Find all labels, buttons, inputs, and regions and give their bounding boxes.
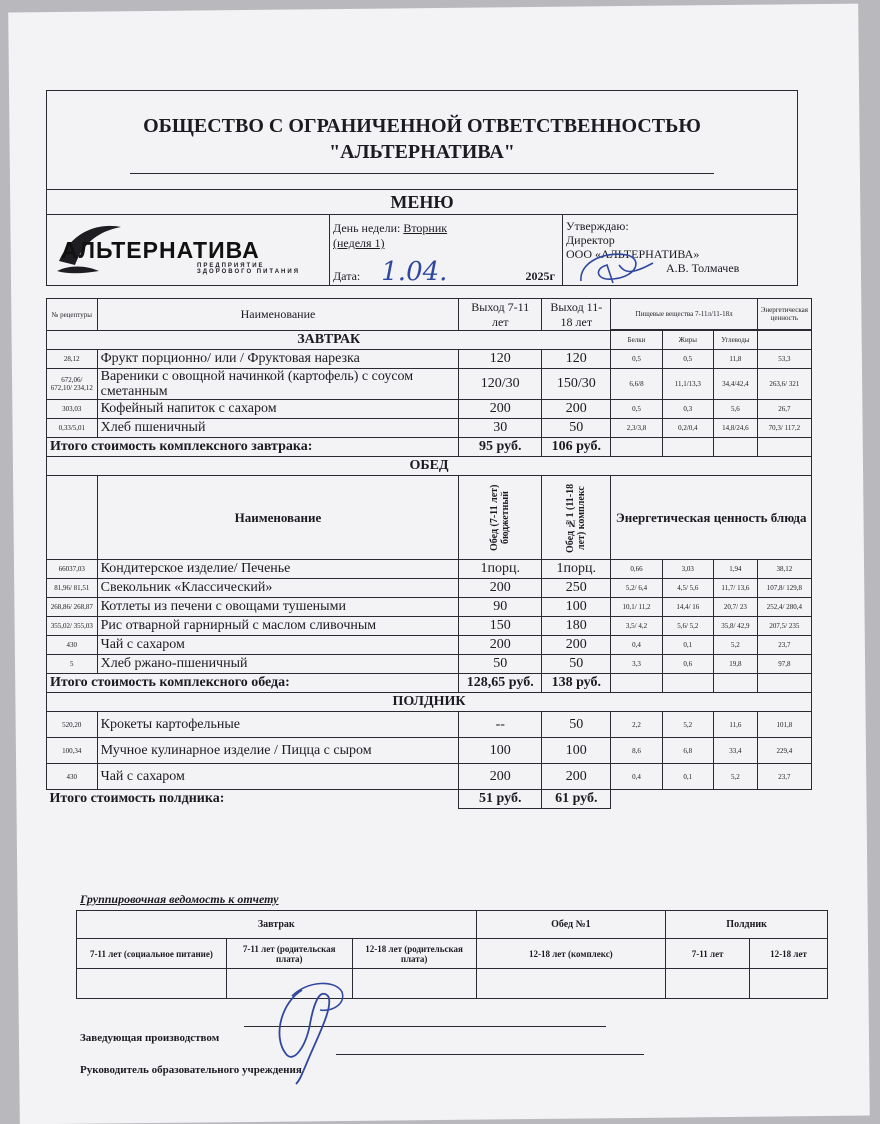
- output-7-11: 100: [459, 738, 542, 764]
- carbs: 1,94: [714, 560, 758, 579]
- grouping-cell: [750, 969, 828, 999]
- grouping-cell: [77, 969, 227, 999]
- company-name-line1: ОБЩЕСТВО С ОГРАНИЧЕННОЙ ОТВЕТСТВЕННОСТЬЮ: [143, 114, 701, 137]
- energy: 53,3: [757, 350, 811, 369]
- carbs: 11,6: [714, 712, 758, 738]
- col-output-7-11-header: Выход 7-11 лет: [459, 299, 542, 331]
- protein: 6,6/8: [611, 369, 662, 400]
- company-logo: [47, 215, 323, 285]
- carbs: 11,8: [714, 350, 758, 369]
- header-table: [46, 90, 798, 286]
- recipe-code: 355,02/ 355,03: [47, 617, 98, 636]
- fat: 14,4/ 16: [662, 598, 713, 617]
- col-protein-header: Белки: [611, 331, 662, 350]
- output-complex: 180: [542, 617, 611, 636]
- col-fat-header: Жиры: [662, 331, 713, 350]
- protein: 0,5: [611, 350, 662, 369]
- protein: 2,2: [611, 712, 662, 738]
- protein: 0,66: [611, 560, 662, 579]
- day-value: Вторник: [403, 221, 448, 235]
- grouping-cell: [476, 969, 666, 999]
- table-row: [47, 738, 812, 764]
- carbs: 14,8/24,6: [714, 419, 758, 438]
- protein: 8,6: [611, 738, 662, 764]
- energy: 107,8/ 129,8: [757, 579, 811, 598]
- breakfast-total-label: Итого стоимость комплексного завтрака:: [47, 438, 459, 457]
- output-7-11: 120: [459, 350, 542, 369]
- dish-name: Котлеты из печени с овощами тушеными: [97, 598, 459, 617]
- output-11-18: 200: [542, 764, 611, 790]
- fat: 6,8: [662, 738, 713, 764]
- energy: 26,7: [757, 400, 811, 419]
- protein: 2,3/3,8: [611, 419, 662, 438]
- output-budget: 200: [459, 579, 542, 598]
- grouping-snack: Полдник: [666, 911, 828, 939]
- day-cell: [330, 215, 563, 286]
- recipe-code: 100,34: [47, 738, 98, 764]
- col-energy-header: Энергетическая ценность: [757, 299, 811, 330]
- company-name-line2: "АЛЬТЕРНАТИВА": [329, 140, 515, 163]
- director-signature-icon: [573, 243, 663, 287]
- dish-name: Мучное кулинарное изделие / Пицца с сыром: [97, 738, 459, 764]
- grouping-s1: 7-11 лет: [666, 939, 750, 969]
- year-label: 2025г: [525, 269, 555, 283]
- table-row: [47, 655, 812, 674]
- output-complex: 200: [542, 636, 611, 655]
- energy: 70,3/ 117,2: [757, 419, 811, 438]
- energy: 23,7: [757, 764, 811, 790]
- output-budget: 50: [459, 655, 542, 674]
- dish-name: Кофейный напиток с сахаром: [97, 400, 459, 419]
- output-complex: 250: [542, 579, 611, 598]
- school-head-label: Руководитель образовательного учреждения: [80, 1064, 302, 1076]
- logo-subtitle: ПРЕДПРИЯТИЕ ЗДОРОВОГО ПИТАНИЯ: [197, 263, 300, 275]
- grouping-b3: 12-18 лет (родительская плата): [352, 939, 476, 969]
- date-label: Дата:: [333, 269, 361, 283]
- table-row: [47, 560, 812, 579]
- energy: 101,8: [757, 712, 811, 738]
- output-budget: 150: [459, 617, 542, 636]
- grouping-l1: 12-18 лет (комплекс): [476, 939, 666, 969]
- output-complex: 50: [542, 655, 611, 674]
- table-row: [47, 369, 812, 400]
- protein: 3,5/ 4,2: [611, 617, 662, 636]
- lunch-col-complex: Обед №1 (11-18 лет) комплекс: [565, 482, 588, 553]
- lunch-col-energy: Энергетическая ценность блюда: [611, 476, 812, 560]
- fat: 0,5: [662, 350, 713, 369]
- dish-name: Хлеб пшеничный: [97, 419, 459, 438]
- breakfast-total-11-18: 106 руб.: [542, 438, 611, 457]
- energy: 207,5/ 235: [757, 617, 811, 636]
- section-breakfast: ЗАВТРАК: [47, 331, 611, 350]
- grouping-title: Группировочная ведомость к отчету: [80, 892, 279, 906]
- output-11-18: 150/30: [542, 369, 611, 400]
- col-code-header: № рецептуры: [47, 299, 98, 331]
- output-complex: 100: [542, 598, 611, 617]
- recipe-code: 303,03: [47, 400, 98, 419]
- recipe-code: 672,06/ 672,10/ 234,12: [47, 369, 98, 400]
- output-11-18: 50: [542, 419, 611, 438]
- company-underline: [130, 173, 714, 174]
- dish-name: Свекольник «Классический»: [97, 579, 459, 598]
- approval-cell: [563, 215, 798, 286]
- snack-total-7-11: 51 руб.: [459, 790, 542, 809]
- table-row: [47, 400, 812, 419]
- carbs: 34,4/42,4: [714, 369, 758, 400]
- col-nutrients-header: Пищевые вещества 7-11л/11-18л: [611, 299, 757, 330]
- carbs: 33,4: [714, 738, 758, 764]
- dish-name: Кондитерское изделие/ Печенье: [97, 560, 459, 579]
- protein: 5,2/ 6,4: [611, 579, 662, 598]
- day-label: День недели:: [333, 221, 401, 235]
- table-row: [47, 350, 812, 369]
- output-11-18: 120: [542, 350, 611, 369]
- fat: 0,1: [662, 636, 713, 655]
- output-7-11: 30: [459, 419, 542, 438]
- company-cell: [47, 91, 798, 190]
- fat: 11,1/13,3: [662, 369, 713, 400]
- dish-name: Хлеб ржано-пшеничный: [97, 655, 459, 674]
- grouping-cell: [666, 969, 750, 999]
- recipe-code: 0,33/5,01: [47, 419, 98, 438]
- table-row: [47, 419, 812, 438]
- week-label: (неделя 1): [333, 236, 385, 250]
- table-row: [47, 712, 812, 738]
- output-7-11: 200: [459, 400, 542, 419]
- recipe-code: 430: [47, 636, 98, 655]
- fat: 0,2/0,4: [662, 419, 713, 438]
- approve-org: ООО «АЛЬТЕРНАТИВА»: [566, 247, 700, 261]
- grouping-lunch: Обед №1: [476, 911, 666, 939]
- snack-total-label: Итого стоимость полдника:: [47, 790, 459, 809]
- recipe-code: 520,20: [47, 712, 98, 738]
- col-name-header: Наименование: [97, 299, 459, 331]
- energy: 38,12: [757, 560, 811, 579]
- logo-word: АЛЬТЕРНАТИВА: [61, 237, 260, 263]
- grouping-s2: 12-18 лет: [750, 939, 828, 969]
- table-row: [47, 636, 812, 655]
- protein: 3,3: [611, 655, 662, 674]
- fat: 5,2: [662, 712, 713, 738]
- table-row: [47, 598, 812, 617]
- section-lunch: ОБЕД: [47, 457, 812, 476]
- output-budget: 1порц.: [459, 560, 542, 579]
- energy: 229,4: [757, 738, 811, 764]
- table-row: [47, 579, 812, 598]
- recipe-code: 430: [47, 764, 98, 790]
- output-11-18: 200: [542, 400, 611, 419]
- dish-name: Рис отварной гарнирный с маслом сливочным: [97, 617, 459, 636]
- recipe-code: 81,96/ 81,51: [47, 579, 98, 598]
- output-11-18: 50: [542, 712, 611, 738]
- dish-name: Чай с сахаром: [97, 636, 459, 655]
- output-7-11: --: [459, 712, 542, 738]
- production-signature-icon: [262, 976, 382, 1086]
- lunch-total-label: Итого стоимость комплексного обеда:: [47, 674, 459, 693]
- recipe-code: 268,86/ 268,87: [47, 598, 98, 617]
- breakfast-total-7-11: 95 руб.: [459, 438, 542, 457]
- output-budget: 200: [459, 636, 542, 655]
- fat: 3,03: [662, 560, 713, 579]
- output-7-11: 120/30: [459, 369, 542, 400]
- carbs: 5,2: [714, 764, 758, 790]
- table-row: [47, 617, 812, 636]
- lunch-total-complex: 138 руб.: [542, 674, 611, 693]
- lunch-total-budget: 128,65 руб.: [459, 674, 542, 693]
- dish-name: Чай с сахаром: [97, 764, 459, 790]
- logo-cell: [47, 215, 330, 286]
- fat: 0,6: [662, 655, 713, 674]
- fat: 5,6/ 5,2: [662, 617, 713, 636]
- energy: 263,6/ 321: [757, 369, 811, 400]
- output-budget: 90: [459, 598, 542, 617]
- protein: 0,4: [611, 636, 662, 655]
- protein: 0,4: [611, 764, 662, 790]
- carbs: 35,8/ 42,9: [714, 617, 758, 636]
- protein: 10,1/ 11,2: [611, 598, 662, 617]
- energy: 97,8: [757, 655, 811, 674]
- dish-name: Крокеты картофельные: [97, 712, 459, 738]
- protein: 0,5: [611, 400, 662, 419]
- approve-role: Директор: [566, 233, 615, 247]
- approve-label: Утверждаю:: [566, 219, 629, 233]
- handwritten-date: 1.04.: [381, 257, 448, 287]
- output-11-18: 100: [542, 738, 611, 764]
- carbs: 11,7/ 13,6: [714, 579, 758, 598]
- grouping-b1: 7-11 лет (социальное питание): [77, 939, 227, 969]
- menu-title: МЕНЮ: [47, 190, 798, 215]
- menu-table: [46, 298, 812, 809]
- school-head-line: [336, 1054, 644, 1055]
- col-output-11-18-header: Выход 11-18 лет: [542, 299, 611, 331]
- output-complex: 1порц.: [542, 560, 611, 579]
- lunch-col-name: Наименование: [97, 476, 459, 560]
- fat: 0,3: [662, 400, 713, 419]
- grouping-table: [76, 910, 828, 999]
- carbs: 5,6: [714, 400, 758, 419]
- snack-total-11-18: 61 руб.: [542, 790, 611, 809]
- carbs: 20,7/ 23: [714, 598, 758, 617]
- energy: 252,4/ 280,4: [757, 598, 811, 617]
- recipe-code: 28,12: [47, 350, 98, 369]
- fat: 0,1: [662, 764, 713, 790]
- carbs: 19,8: [714, 655, 758, 674]
- section-snack: ПОЛДНИК: [47, 693, 812, 712]
- dish-name: Вареники с овощной начинкой (картофель) с соусом сметанным: [97, 369, 459, 400]
- table-row: [47, 764, 812, 790]
- recipe-code: 5: [47, 655, 98, 674]
- col-carb-header: Углеводы: [714, 331, 758, 350]
- approve-name: А.В. Толмачев: [666, 261, 740, 275]
- grouping-b2: 7-11 лет (родительская плата): [226, 939, 352, 969]
- fat: 4,5/ 5,6: [662, 579, 713, 598]
- dish-name: Фрукт порционно/ или / Фруктовая нарезка: [97, 350, 459, 369]
- energy: 23,7: [757, 636, 811, 655]
- carbs: 5,2: [714, 636, 758, 655]
- output-7-11: 200: [459, 764, 542, 790]
- recipe-code: 66037,03: [47, 560, 98, 579]
- production-head-label: Заведующая производством: [80, 1032, 220, 1044]
- lunch-col-budget: Обед (7-11 лет) бюджетный: [489, 484, 512, 551]
- grouping-breakfast: Завтрак: [77, 911, 477, 939]
